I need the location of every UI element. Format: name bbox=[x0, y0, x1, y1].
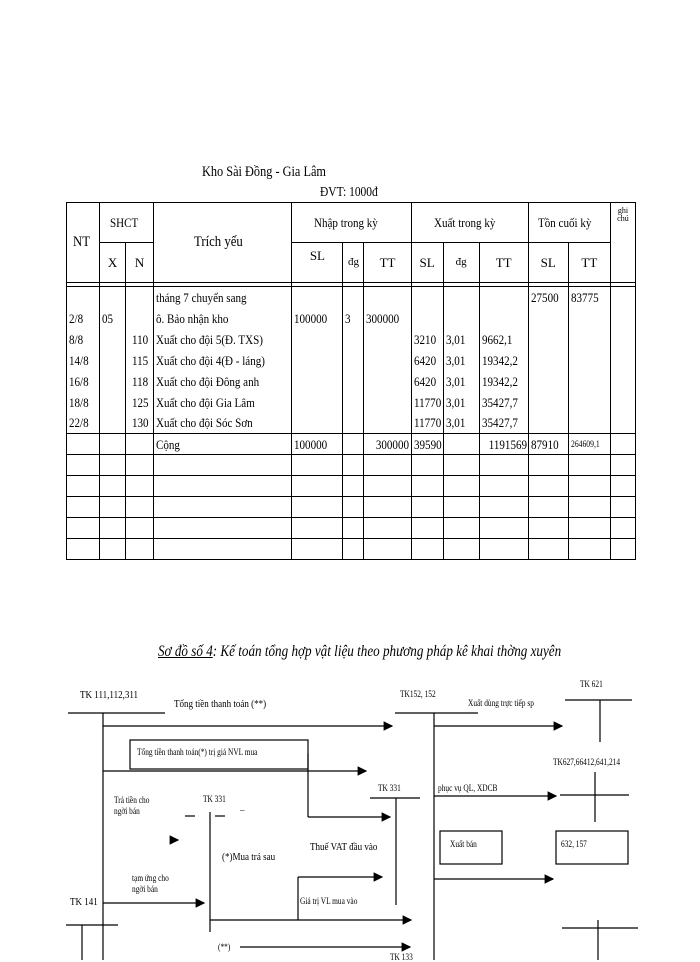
col-trich-yeu: Trích yếu bbox=[194, 234, 243, 250]
diagram-title-rest: : Kế toán tổng hợp vật liệu theo phương pháp kê khai thờng xuyên bbox=[212, 643, 562, 660]
col-nhap: Nhập trong kỳ bbox=[313, 215, 378, 230]
label-tk632: 632, 157 bbox=[561, 839, 587, 849]
cell-n: 110 bbox=[132, 331, 149, 347]
col-x: X bbox=[100, 243, 126, 283]
total-nhap-tt: 300000 bbox=[375, 436, 409, 452]
diagram-title-prefix: Sơ đồ số 4 bbox=[158, 643, 213, 660]
cell-ton-sl: 27500 bbox=[530, 289, 559, 305]
col-xuat-dg: đg bbox=[443, 243, 479, 283]
cell-xuat-sl: 3210 bbox=[413, 331, 436, 347]
cell-xuat-dg: 3,01 bbox=[445, 352, 465, 368]
cell-n: 118 bbox=[132, 373, 149, 389]
col-xuat-tt: TT bbox=[479, 243, 528, 283]
col-shct: SHCT bbox=[109, 215, 139, 230]
cell-n: 130 bbox=[131, 415, 149, 431]
cell-nt: 22/8 bbox=[69, 415, 89, 431]
cell-nt: 14/8 bbox=[69, 352, 89, 368]
label-tk152: TK152, 152 bbox=[400, 689, 436, 699]
col-ton: Tồn cuối kỳ bbox=[537, 215, 592, 230]
cell-xuat-sl: 11770 bbox=[413, 394, 441, 410]
cell-desc: Xuất cho đội Sóc Sơn bbox=[156, 415, 253, 431]
label-thue-vat: Thuế VAT đầu vào bbox=[310, 841, 378, 853]
warehouse-title: Kho Sài Đồng - Gia Lâm bbox=[202, 164, 327, 180]
label-phuc-vu: phục vụ QL, XDCB bbox=[438, 783, 498, 793]
cell-xuat-dg: 3,01 bbox=[445, 415, 465, 431]
cell-xuat-tt: 19342,2 bbox=[481, 373, 518, 389]
total-xuat-tt: 1191569 bbox=[488, 436, 527, 452]
label-tk331-right: TK 331 bbox=[378, 783, 401, 793]
label-tam-ung-2: ngời bán bbox=[132, 884, 158, 894]
cell-desc: Xuất cho đội 5(Đ. TXS) bbox=[156, 331, 264, 347]
cell-desc: tháng 7 chuyển sang bbox=[156, 289, 247, 305]
cell-nhap-dg: 3 bbox=[345, 310, 351, 326]
cell-nhap-sl: 100000 bbox=[294, 310, 328, 326]
col-ton-tt: TT bbox=[568, 243, 610, 283]
label-tk627: TK627,66412,641,214 bbox=[553, 757, 621, 767]
label-tong-tien-star2: Tổng tiền thanh toán (**) bbox=[174, 698, 267, 710]
cell-xuat-tt: 19342,2 bbox=[481, 352, 518, 368]
cell-xuat-tt: 35427,7 bbox=[481, 415, 518, 431]
cell-xuat-sl: 6420 bbox=[413, 352, 436, 368]
cell-n: 115 bbox=[132, 352, 149, 368]
cell-xuat-sl: 6420 bbox=[413, 373, 436, 389]
cell-xuat-dg: 3,01 bbox=[445, 394, 465, 410]
col-nhap-tt: TT bbox=[364, 243, 411, 283]
cell-x: 05 bbox=[102, 310, 114, 326]
cell-desc: ô. Bảo nhận kho bbox=[156, 310, 229, 326]
label-gia-tri-vl: Giá trị VL mua vào bbox=[300, 896, 358, 906]
total-ton-sl: 87910 bbox=[530, 436, 559, 452]
label-tk111: TK 111,112,311 bbox=[80, 689, 139, 701]
col-nhap-dg: đg bbox=[343, 243, 364, 283]
total-label: Cộng bbox=[156, 436, 181, 452]
label-tk621: TK 621 bbox=[580, 679, 603, 689]
cell-desc: Xuất cho đội Đông anh bbox=[156, 373, 260, 389]
cell-n: 125 bbox=[131, 394, 149, 410]
label-tk331-left: TK 331 bbox=[203, 794, 226, 804]
col-n: N bbox=[126, 243, 154, 283]
label-tk133: TK 133 bbox=[390, 952, 413, 962]
label-tra-tien-2: ngời bán bbox=[114, 806, 140, 816]
cell-nt: 8/8 bbox=[69, 331, 84, 347]
cell-xuat-tt: 35427,7 bbox=[481, 394, 518, 410]
label-tam-ung-1: tạm ứng cho bbox=[132, 873, 169, 883]
col-nt: NT bbox=[73, 234, 91, 250]
label-tong-tien-star1: Tổng tiền thanh toán(*) trị giá NVL mua bbox=[137, 747, 258, 757]
label-mua-tra-sau: (*)Mua trả sau bbox=[222, 851, 276, 863]
col-ton-sl: SL bbox=[528, 243, 568, 283]
cell-xuat-dg: 3,01 bbox=[445, 331, 465, 347]
label-xuat-ban: Xuất bán bbox=[450, 839, 477, 849]
cell-xuat-dg: 3,01 bbox=[445, 373, 465, 389]
label-star2: (**) bbox=[218, 942, 231, 952]
cell-nhap-tt: 300000 bbox=[366, 310, 400, 326]
unit-label: ĐVT: 1000đ bbox=[320, 185, 378, 200]
col-ghi-chu: ghi chú bbox=[610, 203, 635, 283]
label-xuat-dung: Xuất dùng trực tiếp sp bbox=[468, 698, 534, 708]
col-nhap-sl: SL bbox=[292, 243, 343, 283]
col-xuat: Xuất trong kỳ bbox=[433, 215, 495, 230]
cell-nt: 16/8 bbox=[69, 373, 89, 389]
cell-xuat-sl: 11770 bbox=[413, 415, 441, 431]
total-ton-tt: 264609,1 bbox=[570, 438, 600, 449]
cell-ton-tt: 83775 bbox=[570, 289, 599, 305]
cell-desc: Xuất cho đội Gia Lâm bbox=[156, 394, 255, 410]
cell-desc: Xuất cho đội 4(Đ - láng) bbox=[156, 352, 266, 368]
cell-nt: 18/8 bbox=[69, 394, 89, 410]
label-tra-tien-1: Trả tiền cho bbox=[114, 795, 150, 805]
label-tk141: TK 141 bbox=[70, 896, 98, 908]
label-dash: – bbox=[240, 805, 245, 815]
cell-nt: 2/8 bbox=[69, 310, 84, 326]
cell-xuat-tt: 9662,1 bbox=[481, 331, 513, 347]
col-xuat-sl: SL bbox=[411, 243, 443, 283]
total-nhap-sl: 100000 bbox=[294, 436, 328, 452]
total-xuat-sl: 39590 bbox=[413, 436, 442, 452]
